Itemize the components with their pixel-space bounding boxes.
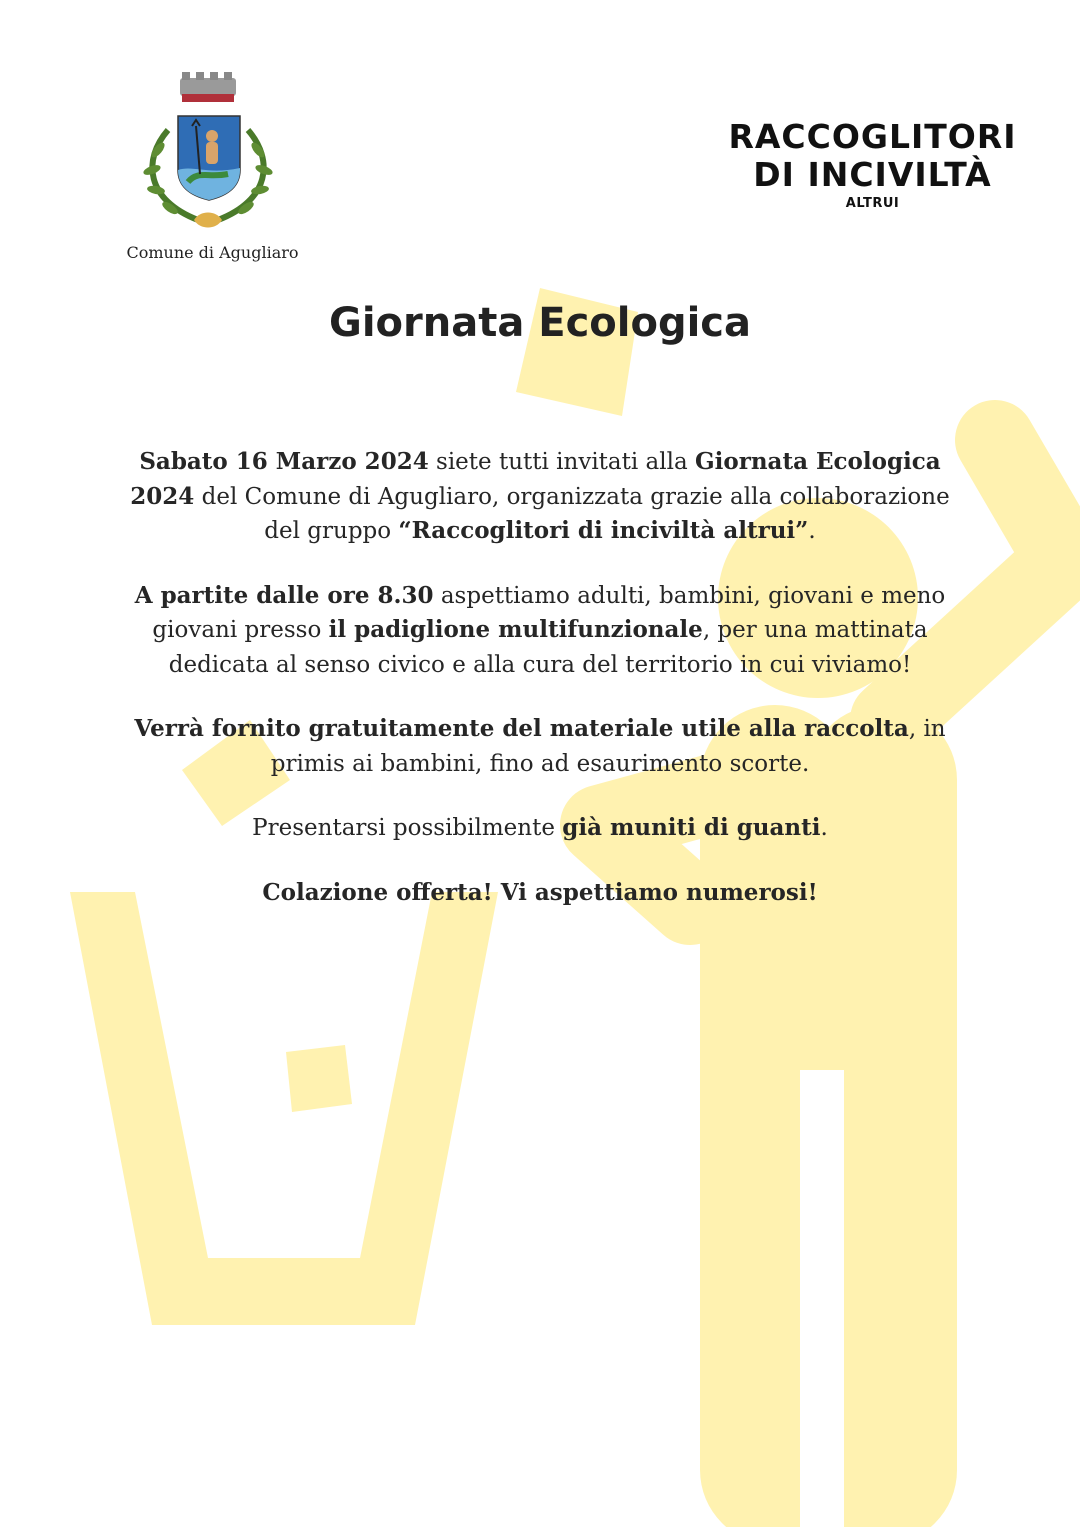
paragraph-materials: Verrà fornito gratuitamente del materiale utile alla raccolta, in primis ai bambini, fino ad esaurimento scorte. bbox=[134, 715, 946, 777]
paragraph-meeting: A partite dalle ore 8.30 aspettiamo adulti, bambini, giovani e meno giovani presso il padiglione multifunzionale, per una mattinata dedicata al senso civico e alla cura del territorio in cui viviamo! bbox=[134, 581, 946, 678]
logo-line-3: ALTRUI bbox=[845, 196, 900, 211]
paragraph-closing: Colazione offerta! Vi aspettiamo numerosi! bbox=[262, 878, 818, 906]
start-time: A partite dalle ore 8.30 bbox=[134, 581, 434, 609]
group-name: “Raccoglitori di inciviltà altrui” bbox=[398, 517, 809, 544]
meeting-place: il padiglione multifunzionale bbox=[328, 616, 703, 643]
body-text bbox=[120, 445, 960, 940]
page-title: Giornata Ecologica bbox=[328, 300, 751, 346]
event-date: Sabato 16 Marzo 2024 bbox=[139, 448, 429, 475]
comune-crest-icon bbox=[138, 70, 278, 240]
logo-line-2: DI INCIVILTÀ bbox=[753, 155, 992, 194]
paragraph-gloves: Presentarsi possibilmente già muniti di guanti. bbox=[252, 814, 828, 841]
event-name: Giornata Ecologica 2024 bbox=[130, 448, 941, 510]
paragraph-invitation: Sabato 16 Marzo 2024 siete tutti invitati alla Giornata Ecologica 2024 del Comune di Agugliaro, organizzata grazie alla collaborazione del gruppo “Raccoglitori di inciviltà altrui”. bbox=[130, 448, 950, 544]
group-logo bbox=[720, 118, 1025, 211]
comune-name: Comune di Agugliaro bbox=[126, 243, 299, 262]
logo-line-1: RACCOGLITORI bbox=[728, 117, 1017, 156]
